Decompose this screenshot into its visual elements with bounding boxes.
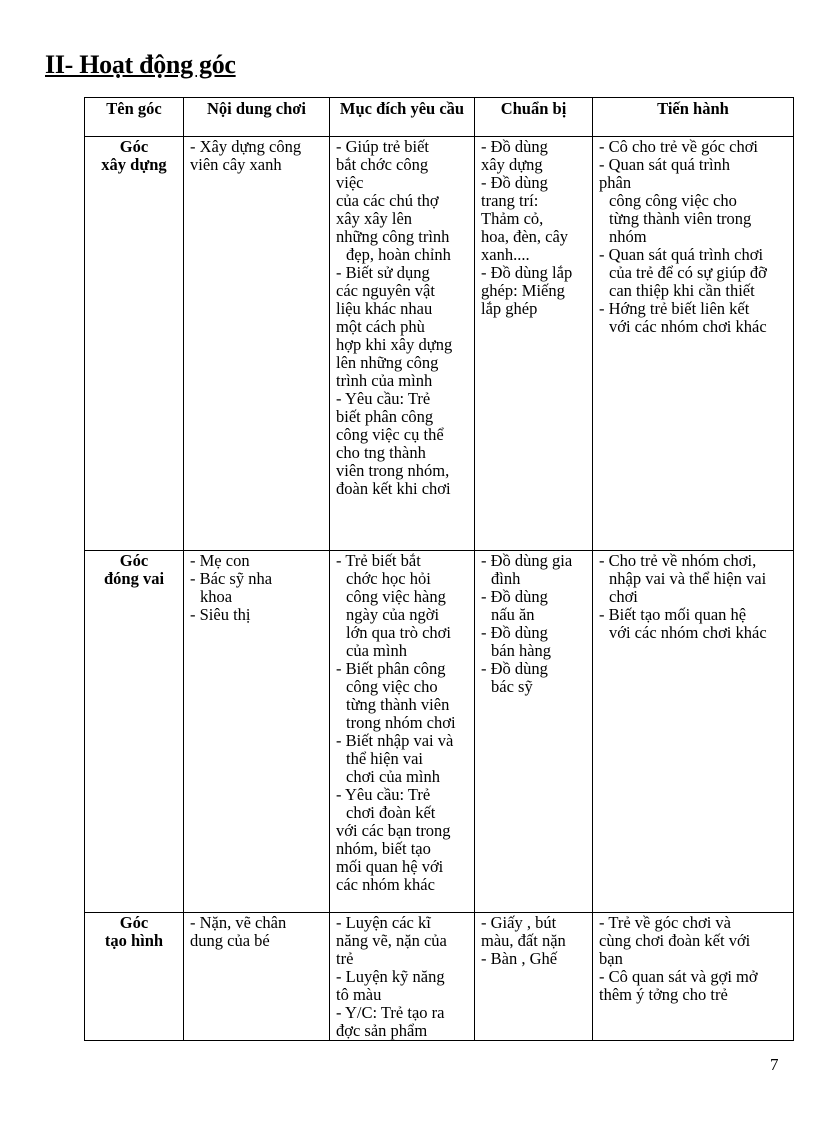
cell-line: - Cô cho trẻ về góc chơi xyxy=(599,137,759,156)
cell-line: - Đồ dùng xyxy=(481,173,548,192)
corner-name-line: xây dựng xyxy=(101,155,167,174)
header-preparation: Chuẩn bị xyxy=(475,98,593,137)
cell-line: một cách phù xyxy=(336,317,425,336)
cell-line: - Đồ dùng xyxy=(481,659,548,678)
table-row xyxy=(85,137,794,551)
cell-line: - Đồ dùng xyxy=(481,623,548,642)
content-cell xyxy=(184,913,330,1041)
cell-line: can thiệp khi cần thiết xyxy=(609,281,755,300)
page-number: 7 xyxy=(770,1055,779,1074)
header-process: Tiến hành xyxy=(593,98,794,137)
cell-line: - Yêu cầu: Trẻ xyxy=(336,389,431,408)
cell-line: nấu ăn xyxy=(491,605,535,624)
cell-line: công việc cụ thể xyxy=(336,425,444,444)
prep-cell xyxy=(475,137,593,551)
cell-line: liệu khác nhau xyxy=(336,299,433,318)
cell-line: nhóm xyxy=(609,227,647,246)
cell-line: màu, đất nặn xyxy=(481,931,566,950)
corner-name-line: đóng vai xyxy=(103,569,165,588)
cell-line: lắp ghép xyxy=(481,299,538,318)
header-play-content: Nội dung chơi xyxy=(184,98,330,137)
cell-line: đẹp, hoàn chỉnh xyxy=(346,245,451,264)
cell-line: bạn xyxy=(599,949,623,968)
cell-line: - Y/C: Trẻ tạo ra xyxy=(336,1003,445,1022)
cell-line: - Giúp trẻ biết xyxy=(336,137,430,156)
cell-line: chớc học hỏi xyxy=(346,569,431,588)
cell-line: nhập vai và thể hiện vai xyxy=(609,569,767,588)
cell-line: chơi đoàn kết xyxy=(346,803,436,822)
cell-line: từng thành viên trong xyxy=(609,209,752,228)
table-row xyxy=(85,913,794,1041)
cell-line: công việc hàng xyxy=(346,587,446,606)
cell-line: xây xây lên xyxy=(336,209,413,228)
table-row xyxy=(85,551,794,913)
cell-line: chơi xyxy=(609,587,638,606)
cell-line: với các nhóm chơi khác xyxy=(609,623,767,642)
cell-line: thể hiện vai xyxy=(346,749,423,768)
cell-line: trong nhóm chơi xyxy=(346,713,456,732)
cell-line: - Cô quan sát và gợi mở xyxy=(599,967,758,986)
cell-line: - Quan sát quá trình xyxy=(599,155,731,174)
cell-line: bắt chớc công xyxy=(336,155,429,174)
cell-line: - Bác sỹ nha xyxy=(190,569,273,588)
cell-line: - Trẻ biết bắt xyxy=(336,551,421,570)
cell-line: công công việc cho xyxy=(609,191,737,210)
corner-name-cell xyxy=(85,551,184,913)
cell-line: - Biết nhập vai và xyxy=(336,731,454,750)
corner-name-cell xyxy=(85,913,184,1041)
cell-line: đình xyxy=(491,569,521,588)
cell-line: các nguyên vật xyxy=(336,281,435,300)
prep-cell xyxy=(475,913,593,1041)
process-cell xyxy=(593,913,794,1041)
cell-line: ngày của ngời xyxy=(346,605,440,624)
cell-line: hợp khi xây dựng xyxy=(336,335,453,354)
cell-line: của trẻ để có sự giúp đỡ xyxy=(609,263,767,282)
cell-line: năng vẽ, nặn của xyxy=(336,931,447,950)
header-corner-name: Tên góc xyxy=(85,98,184,137)
cell-line: - Đồ dùng xyxy=(481,137,548,156)
content-cell xyxy=(184,137,330,551)
cell-line: - Luyện kỹ năng xyxy=(336,967,445,986)
cell-line: - Mẹ con xyxy=(190,551,250,570)
cell-line: - Trẻ về góc chơi và xyxy=(599,913,731,932)
content-cell xyxy=(184,551,330,913)
process-cell xyxy=(593,137,794,551)
cell-line: dung của bé xyxy=(190,931,270,950)
header-purpose: Mục đích yêu cầu xyxy=(330,98,475,137)
activity-table xyxy=(84,97,794,1041)
cell-line: tô màu xyxy=(336,985,382,1004)
cell-line: các nhóm khác xyxy=(336,875,435,894)
cell-line: - Biết tạo mối quan hệ xyxy=(599,605,747,624)
cell-line: cùng chơi đoàn kết với xyxy=(599,931,751,950)
corner-name-line: Góc xyxy=(119,137,149,156)
cell-line: việc xyxy=(336,173,364,192)
cell-line: lên những công xyxy=(336,353,439,372)
cell-line: - Yêu cầu: Trẻ xyxy=(336,785,431,804)
section-title: II- Hoạt động góc xyxy=(45,50,236,79)
cell-line: chơi của mình xyxy=(346,767,440,786)
cell-line: phân xyxy=(599,173,632,192)
cell-line: với các bạn trong xyxy=(336,821,451,840)
cell-line: từng thành viên xyxy=(346,695,450,714)
corner-name-cell xyxy=(85,137,184,551)
cell-line: hoa, đèn, cây xyxy=(481,227,569,246)
cell-line: viên cây xanh xyxy=(190,155,282,174)
cell-line: - Quan sát quá trình chơi xyxy=(599,245,764,264)
process-cell xyxy=(593,551,794,913)
cell-line: - Nặn, vẽ chân xyxy=(190,913,287,932)
cell-line: cho tng thành xyxy=(336,443,426,462)
cell-line: mối quan hệ với xyxy=(336,857,444,876)
purpose-cell xyxy=(330,137,475,551)
cell-line: biết phân công xyxy=(336,407,434,426)
cell-line: - Giấy , bút xyxy=(481,913,557,932)
corner-name-line: Góc xyxy=(119,913,149,932)
cell-line: thêm ý tởng cho trẻ xyxy=(599,985,728,1004)
prep-cell xyxy=(475,551,593,913)
cell-line: Thảm cỏ, xyxy=(481,209,544,228)
cell-line: khoa xyxy=(200,587,233,606)
cell-line: - Bàn , Ghế xyxy=(481,949,558,968)
cell-line: trẻ xyxy=(336,949,354,968)
table-header-row xyxy=(85,98,794,137)
cell-line: - Đồ dùng xyxy=(481,587,548,606)
cell-line: - Cho trẻ về nhóm chơi, xyxy=(599,551,757,570)
cell-line: - Đồ dùng lắp xyxy=(481,263,573,282)
cell-line: công việc cho xyxy=(346,677,438,696)
cell-line: - Đồ dùng gia xyxy=(481,551,573,570)
corner-name-line: Góc xyxy=(119,551,149,570)
cell-line: nhóm, biết tạo xyxy=(336,839,431,858)
cell-line: trang trí: xyxy=(481,191,539,210)
cell-line: đợc sản phẩm xyxy=(336,1021,428,1040)
purpose-cell xyxy=(330,913,475,1041)
cell-line: trình của mình xyxy=(336,371,433,390)
cell-line: - Siêu thị xyxy=(190,605,251,624)
cell-line: - Biết phân công xyxy=(336,659,446,678)
cell-line: xanh.... xyxy=(481,245,530,264)
purpose-cell xyxy=(330,551,475,913)
cell-line: bác sỹ xyxy=(491,677,533,696)
cell-line: - Luyện các kĩ xyxy=(336,913,431,932)
corner-name-line: tạo hình xyxy=(104,931,164,950)
cell-line: - Hớng trẻ biết liên kết xyxy=(599,299,750,318)
cell-line: viên trong nhóm, xyxy=(336,461,450,480)
cell-line: lớn qua trò chơi xyxy=(346,623,451,642)
cell-line: của các chú thợ xyxy=(336,191,439,210)
cell-line: với các nhóm chơi khác xyxy=(609,317,767,336)
cell-line: đoàn kết khi chơi xyxy=(336,479,451,498)
cell-line: những công trình xyxy=(336,227,450,246)
cell-line: xây dựng xyxy=(481,155,543,174)
cell-line: - Xây dựng công xyxy=(190,137,302,156)
cell-line: của mình xyxy=(346,641,407,660)
cell-line: - Biết sử dụng xyxy=(336,263,430,282)
cell-line: bán hàng xyxy=(491,641,552,660)
cell-line: ghép: Miếng xyxy=(481,281,565,300)
